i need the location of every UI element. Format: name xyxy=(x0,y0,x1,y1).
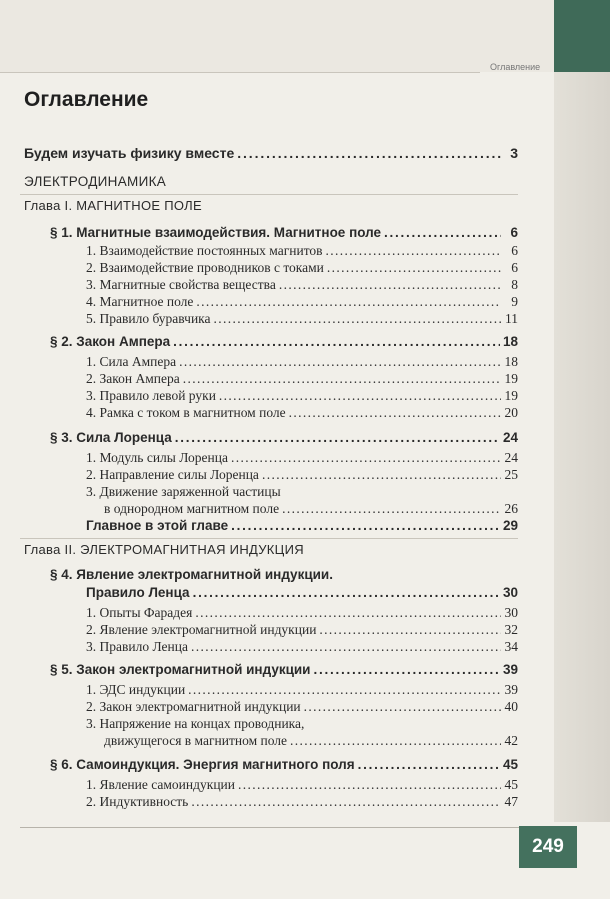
running-title: Оглавление xyxy=(490,62,541,72)
toc-item[interactable]: 4. Рамка с током в магнитном поле . . . 20 xyxy=(86,403,518,423)
bottom-rule xyxy=(20,827,519,828)
toc-item[interactable]: 4. Магнитное поле . . . 9 xyxy=(86,292,518,312)
divider xyxy=(20,194,518,195)
toc-item[interactable]: 3. Правило Ленца . . . 34 xyxy=(86,637,518,657)
section-2[interactable]: § 2. Закон Ампера . . . 18 xyxy=(50,332,518,352)
section-3[interactable]: § 3. Сила Лоренца . . . 24 xyxy=(50,428,518,448)
toc-item[interactable]: 1. Опыты Фарадея . . . 30 xyxy=(86,603,518,623)
toc-item[interactable]: 1. Модуль силы Лоренца . . . 24 xyxy=(86,448,518,468)
section-6[interactable]: § 6. Самоиндукция. Энергия магнитного поля . . . 45 xyxy=(50,755,518,775)
top-color-block xyxy=(554,0,610,72)
toc-item[interactable]: 1. Сила Ампера . . . 18 xyxy=(86,352,518,372)
section-5[interactable]: § 5. Закон электромагнитной индукции . . . 39 xyxy=(50,660,518,680)
section-4-continued[interactable]: Правило Ленца . . . 30 xyxy=(86,583,518,603)
toc-item[interactable]: 2. Закон электромагнитной индукции . . . 40 xyxy=(86,697,518,717)
toc-item[interactable]: 1. Явление самоиндукции . . . 45 xyxy=(86,775,518,795)
toc-item[interactable]: 2. Направление силы Лоренца . . . 25 xyxy=(86,465,518,485)
toc-item[interactable]: 1. ЭДС индукции . . . 39 xyxy=(86,680,518,700)
toc-item[interactable]: 3. Движение заряженной частицы xyxy=(86,484,281,499)
section-1[interactable]: § 1. Магнитные взаимодействия. Магнитное поле . . . 6 xyxy=(50,223,518,243)
part-heading: ЭЛЕКТРОДИНАМИКА xyxy=(24,174,167,189)
toc-item[interactable]: 3. Напряжение на концах проводника, xyxy=(86,716,305,731)
section-4[interactable]: § 4. Явление электромагнитной индукции. xyxy=(50,567,333,582)
page-title: Оглавление xyxy=(24,88,149,111)
toc-item[interactable]: 2. Индуктивность . . . 47 xyxy=(86,792,518,812)
toc-item[interactable]: 3. Магнитные свойства вещества . . . 8 xyxy=(86,275,518,295)
chapter-summary[interactable]: Главное в этой главе . . . 29 xyxy=(86,516,518,536)
page-number: 249 xyxy=(532,836,564,857)
toc-item-continued[interactable]: в однородном магнитном поле . . . 26 xyxy=(104,499,518,519)
chapter-1-heading: Глава I. МАГНИТНОЕ ПОЛЕ xyxy=(24,198,202,213)
toc-intro[interactable]: Будем изучать физику вместе . . . 3 xyxy=(24,143,518,163)
page-number-badge xyxy=(519,826,577,868)
toc-item[interactable]: 2. Закон Ампера . . . 19 xyxy=(86,369,518,389)
toc-item[interactable]: 2. Взаимодействие проводников с токами . . . 6 xyxy=(86,258,518,278)
toc-item[interactable]: 1. Взаимодействие постоянных магнитов . . . 6 xyxy=(86,241,518,261)
toc-item-continued[interactable]: движущегося в магнитном поле . . . 42 xyxy=(104,731,518,751)
toc-item[interactable]: 3. Правило левой руки . . . 19 xyxy=(86,386,518,406)
toc-item[interactable]: 2. Явление электромагнитной индукции . . . 32 xyxy=(86,620,518,640)
right-margin-strip xyxy=(554,72,610,822)
chapter-2-heading: Глава II. ЭЛЕКТРОМАГНИТНАЯ ИНДУКЦИЯ xyxy=(24,542,304,557)
divider xyxy=(20,538,518,539)
toc-item[interactable]: 5. Правило буравчика . . . 11 xyxy=(86,309,518,329)
